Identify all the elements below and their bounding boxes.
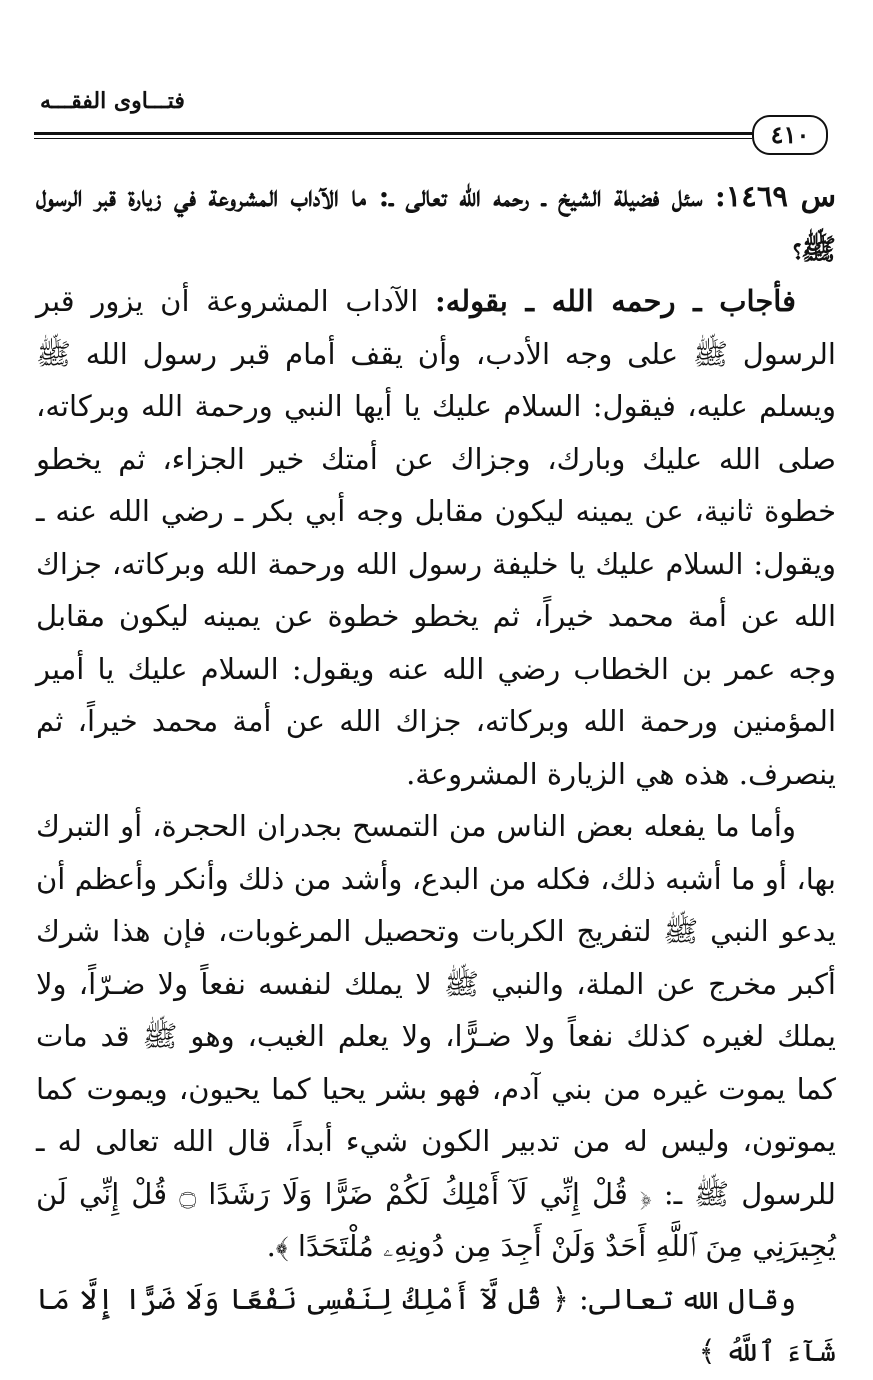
answer-lead: فأجاب ـ رحمه الله ـ بقوله: xyxy=(435,284,796,318)
running-title: فتـــاوى الفقـــه xyxy=(40,88,185,114)
body-text xyxy=(36,170,836,1378)
second-paragraph: وأما ما يفعله بعض الناس من التمسح بجدران الحجرة، أو التبرك بها، أو ما أشبه ذلك، فكله من البدع، وأشد من ذلك وأنكر وأعظم أن يدعو النبي ﷺ لتفريج الكربات وتحصيل المرغوبات، فإن هذا شرك أكبر مخرج عن الملة، والنبي ﷺ لا يملك لنفسه نفعاً ولا ضـرّاً، ولا يملك لغيره كذلك نفعاً ولا ضـرًّا، ولا يعلم الغيب، وهو ﷺ قد مات كما يموت غيره من بني آدم، فهو بشر يحيا كما يحيون، ويموت كما يموتون، وليس له من تدبير الكون شيء أبداً، قال الله تعالى له ـ للرسول ﷺ ـ: ﴿ قُلْ إِنِّي لَآ أَمْلِكُ لَكُمْ ضَرًّا وَلَا رَشَدًا ۝ قُلْ إِنِّي لَن يُجِيرَنِي مِنَ ٱللَّهِ أَحَدٌ وَلَنْ أَجِدَ مِن دُونِهِۦ مُلْتَحَدًا ﴾. xyxy=(36,809,836,1263)
question-paragraph: س ١٤٦٩: سئل فضيلة الشيخ ـ رحمه الله تعالى ـ: ما الآداب المشروعة في زيارة قبر الرسول ﷺ؟ xyxy=(36,179,836,266)
page-number: ٤١٠ xyxy=(752,115,828,155)
answer-paragraph xyxy=(36,275,836,800)
header-rule xyxy=(34,132,752,135)
answer-text: الآداب المشروعة أن يزور قبر الرسول ﷺ على وجه الأدب، وأن يقف أمام قبر رسول الله ﷺ ويسلم عليه، فيقول: السلام عليك يا أيها النبي ورحمة الله وبركاته، صلى الله عليك وبارك، وجزاك عن أمتك خير الجزاء، ثم يخطو خطوة ثانية، عن يمينه ليكون مقابل وجه أبي بكر ـ رضي الله عنه ـ ويقول: السلام عليك يا خليفة رسول الله ورحمة الله وبركاته، جزاك الله عن أمة محمد خيراً، ثم يخطو خطوة عن يمينه ليكون مقابل وجه عمر بن الخطاب رضي الله عنه ويقول: السلام عليك يا أمير المؤمنين ورحمة الله وبركاته، جزاك الله عن أمة محمد خيراً، ثم ينصرف. هذه هي الزيارة المشروعة. xyxy=(36,284,836,791)
third-paragraph: وقال الله تعالى: ﴿ قُل لَّآ أَمْلِكُ لِنَفْسِى نَفْعًا وَلَا ضَرًّا إِلَّا مَا شَآءَ ٱللَّهُ ﴾ xyxy=(36,1281,836,1368)
